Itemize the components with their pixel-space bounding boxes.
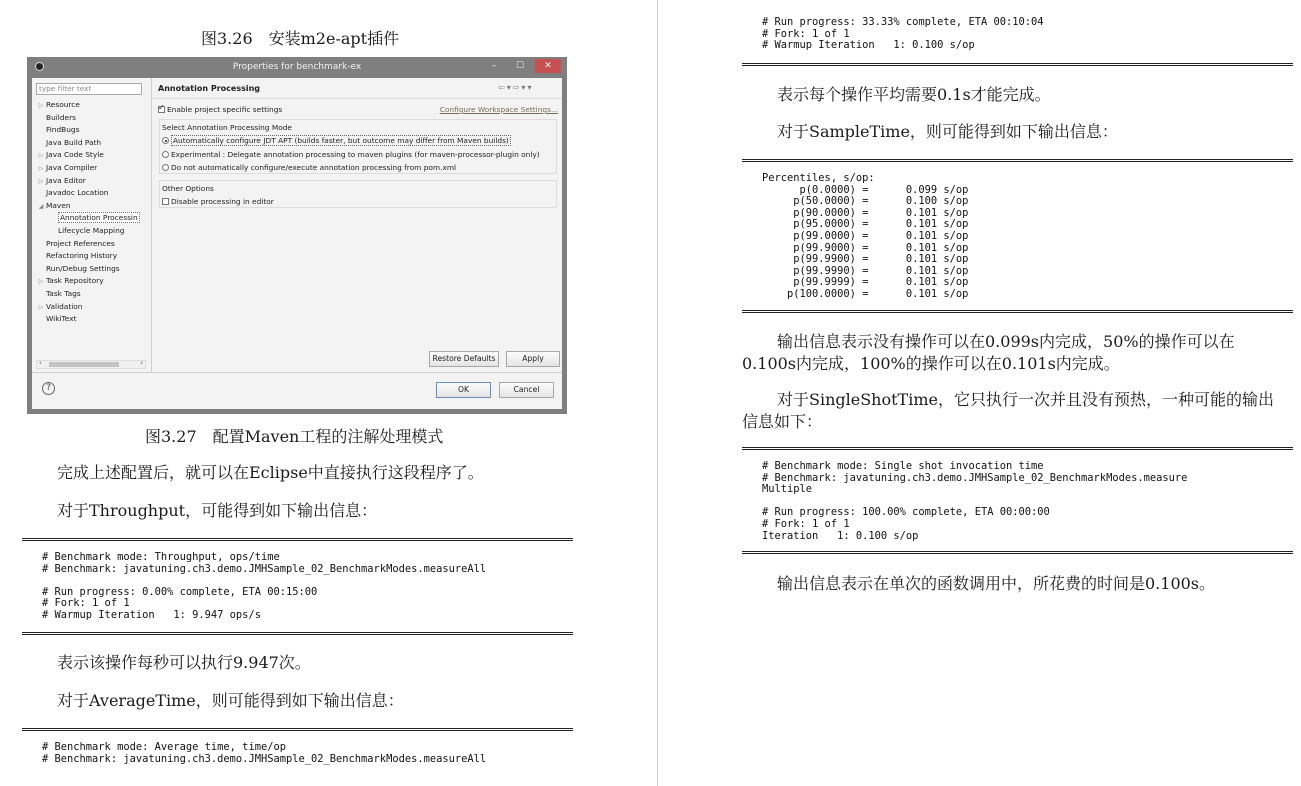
dialog-title: Properties for benchmark-ex: [232, 62, 362, 72]
tree-item[interactable]: [36, 200, 71, 212]
tree-item-label: Run/Debug Settings: [46, 263, 120, 273]
mode-radio-option[interactable]: [162, 136, 511, 145]
tree-item-label: Resource: [46, 100, 80, 109]
expand-arrow-icon[interactable]: ▷: [38, 102, 44, 109]
expand-arrow-icon[interactable]: ▷: [38, 152, 44, 160]
paragraph: 对于SampleTime，则可能得到如下输出信息：: [777, 122, 1118, 141]
expand-arrow-icon[interactable]: ▷: [38, 278, 44, 286]
paragraph: 表示该操作每秒可以执行9.947次。: [57, 653, 311, 672]
tree-item-label: Builders: [46, 112, 76, 122]
scroll-left-icon[interactable]: ‹: [39, 359, 42, 367]
tree-item[interactable]: [36, 175, 86, 187]
tree-item-label: Java Build Path: [46, 137, 102, 147]
paragraph: 对于Throughput，可能得到如下输出信息：: [57, 501, 378, 520]
tree-item[interactable]: [36, 301, 83, 313]
restore-defaults-button[interactable]: Restore Defaults: [429, 351, 499, 367]
panel-title-divider: [152, 98, 562, 99]
tree-item[interactable]: [36, 250, 117, 262]
pane-separator: [151, 78, 152, 372]
mode-radio-option[interactable]: [162, 150, 540, 159]
mode-option-label: Do not automatically configure/execute annotation processing from pom.xml: [171, 163, 457, 172]
code-block-averagetime: # Benchmark mode: Average time, time/op # Benchmark: javatuning.ch3.demo.JMHSample_02_BenchmarkModes.measureAll: [42, 741, 487, 765]
disable-editor-checkbox[interactable]: [162, 197, 274, 206]
dialog-body: [32, 78, 562, 409]
disable-editor-label: Disable processing in editor: [171, 197, 274, 206]
tree-item[interactable]: [36, 275, 104, 287]
code-rule-bottom: [742, 551, 1293, 554]
figure-3-27-caption: 图3.27 配置Maven工程的注解处理模式: [145, 427, 444, 446]
mode-option-label: Experimental : Delegate annotation processing to maven plugins (for maven-processor-plugin only): [171, 149, 540, 159]
tree-item-label: Maven: [46, 200, 71, 210]
tree-item-label: FindBugs: [46, 125, 80, 135]
figure-3-26-caption: 图3.26 安装m2e-apt插件: [201, 29, 400, 48]
apply-button[interactable]: Apply: [506, 351, 560, 367]
expand-arrow-icon[interactable]: ▷: [38, 165, 44, 172]
tree-item-label: Annotation Processin: [60, 213, 138, 223]
maximize-icon[interactable]: ☐: [515, 61, 525, 71]
code-rule-bottom: [742, 63, 1293, 66]
code-block-sampletime: Percentiles, s/op: p(0.0000) = 0.099 s/op p(50.0000) = 0.100 s/op p(90.0000) = 0.101 s/op p(95.0000) = 0.101 s/op p(99.0000) = 0.101 s/op p(99.9000) = 0.101 s/op p(99.9900) = 0.101 s/op p(99.9990) = 0.101 s/op p(99.9999) = 0.101 s/op p(100.0000) = 0.101 s/op: [762, 172, 969, 300]
tree-item[interactable]: [36, 124, 79, 136]
tree-item[interactable]: [36, 162, 97, 174]
enable-specific-label: Enable project specific settings: [167, 105, 283, 114]
tree-item-label: Lifecycle Mapping: [58, 226, 125, 235]
ok-button[interactable]: OK: [436, 382, 491, 398]
tree-item-label: Java Code Style: [46, 150, 104, 160]
tree-item[interactable]: [36, 137, 101, 149]
tree-item[interactable]: [48, 212, 140, 224]
mode-radio-option[interactable]: [162, 163, 456, 172]
code-block-averagetime-cont: # Run progress: 33.33% complete, ETA 00:10:04 # Fork: 1 of 1 # Warmup Iteration 1: 0.100 s/op: [762, 16, 1044, 52]
radio-selected-icon[interactable]: [162, 137, 169, 144]
tree-item-label: Java Compiler: [46, 163, 98, 172]
tree-item-label: Validation: [46, 301, 83, 311]
filter-input[interactable]: type filter text: [36, 83, 142, 95]
checkbox-checked-icon[interactable]: [158, 106, 165, 113]
tree-item[interactable]: [36, 238, 115, 250]
help-icon[interactable]: ?: [42, 382, 55, 395]
tree-item-label: Task Repository: [46, 276, 104, 286]
tree-item-label: Javadoc Location: [46, 188, 109, 198]
scroll-thumb[interactable]: [49, 362, 119, 367]
code-rule-top: [22, 538, 573, 541]
paragraph: 输出信息表示没有操作可以在0.099s内完成，50%的操作可以在0.100s内完成，100%的操作可以在0.101s内完成。: [742, 332, 1235, 373]
code-rule-bottom: [742, 310, 1293, 313]
tree-item[interactable]: [48, 225, 125, 237]
paragraph: 输出信息表示在单次的函数调用中，所花费的时间是0.100s。: [777, 574, 1216, 593]
code-rule-top: [742, 159, 1293, 162]
properties-tree: [32, 99, 148, 371]
expand-arrow-icon[interactable]: ▷: [38, 177, 44, 185]
expand-arrow-icon[interactable]: ▷: [38, 303, 44, 311]
code-rule-bottom: [22, 632, 573, 635]
tree-item-label: Refactoring History: [46, 251, 118, 261]
other-options-label: Other Options: [162, 184, 214, 193]
tree-item-label: Java Editor: [46, 175, 86, 185]
code-block-throughput: # Benchmark mode: Throughput, ops/time # Benchmark: javatuning.ch3.demo.JMHSample_02_BenchmarkModes.measureAll # Run progress: 0.00% complete, ETA 00:15:00 # Fork: 1 of 1 # Warmup Iteration 1: 9.947 ops/s: [42, 551, 487, 621]
button-bar-divider: [32, 372, 562, 373]
tree-horizontal-scrollbar[interactable]: [36, 360, 146, 369]
mode-group-label: Select Annotation Processing Mode: [162, 123, 292, 132]
tree-item[interactable]: [36, 263, 120, 275]
checkbox-unchecked-icon[interactable]: [162, 198, 169, 205]
enable-specific-checkbox[interactable]: [158, 105, 282, 114]
configure-workspace-link[interactable]: Configure Workspace Settings...: [439, 105, 558, 114]
tree-item[interactable]: [36, 99, 80, 111]
navigation-arrows-icon[interactable]: ⇦▾⇨▾▾: [498, 83, 534, 92]
cancel-button[interactable]: Cancel: [499, 382, 554, 398]
minimize-icon[interactable]: –: [491, 61, 497, 71]
expand-arrow-icon[interactable]: ◢: [38, 202, 44, 210]
paragraph: 表示每个操作平均需要0.1s才能完成。: [777, 85, 1051, 104]
right-page: [658, 0, 1301, 786]
paragraph: 完成上述配置后，就可以在Eclipse中直接执行这段程序了。: [57, 463, 484, 482]
tree-item[interactable]: [36, 187, 109, 199]
tree-item[interactable]: [36, 112, 76, 124]
tree-item-label: Task Tags: [46, 289, 81, 298]
eclipse-properties-dialog: [27, 57, 567, 414]
paragraph: 对于SingleShotTime，它只执行一次并且没有预热，一种可能的输出信息如下：: [742, 390, 1274, 431]
tree-item-label: Project References: [46, 238, 115, 248]
dialog-titlebar: [27, 57, 567, 78]
panel-title: Annotation Processing: [158, 84, 261, 93]
close-icon[interactable]: ✕: [535, 59, 561, 73]
code-rule-top: [22, 728, 573, 731]
radio-unselected-icon[interactable]: [162, 151, 169, 158]
tree-item[interactable]: [36, 288, 81, 300]
code-block-singleshot: # Benchmark mode: Single shot invocation time # Benchmark: javatuning.ch3.demo.JMHSample_02_BenchmarkModes.measure Multiple # Run progress: 100.00% complete, ETA 00:00:00 # Fork: 1 of 1 Iteration 1: 0.100 s/op: [762, 460, 1188, 542]
paragraph: 对于AverageTime，则可能得到如下输出信息：: [57, 691, 404, 710]
scroll-right-icon[interactable]: ›: [140, 359, 143, 367]
radio-unselected-icon[interactable]: [162, 164, 169, 171]
tree-item[interactable]: [36, 313, 76, 325]
mode-option-label: Automatically configure JDT APT (builds faster, but outcome may differ from Maven builds): [173, 136, 509, 145]
tree-item-label: WikiText: [46, 314, 77, 324]
code-rule-top: [742, 447, 1293, 450]
tree-item[interactable]: [36, 149, 104, 161]
